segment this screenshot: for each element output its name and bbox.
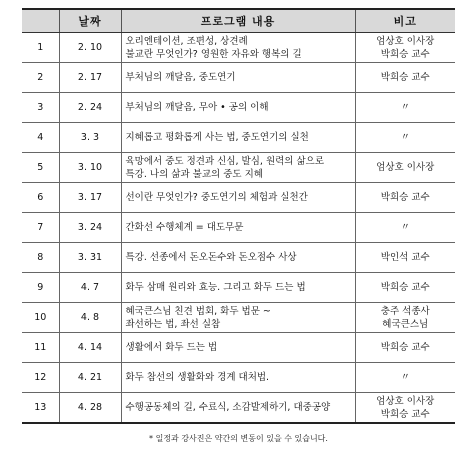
- program-line: 오리엔테이션, 조편성, 상견례: [125, 35, 248, 47]
- row-program: [121, 243, 355, 273]
- table-body: [22, 33, 455, 424]
- note-line: 박희승 교수: [380, 48, 430, 60]
- note-line: 〃: [400, 132, 410, 143]
- row-program: [121, 183, 355, 213]
- row-program: [121, 123, 355, 153]
- note-line: 혜국큰스님: [382, 318, 429, 330]
- program-line: 화두 삼매 원리와 효능. 그리고 화두 드는 법: [125, 282, 306, 293]
- note-line: 박희승 교수: [380, 72, 430, 83]
- row-program: [121, 153, 355, 183]
- row-number: 5: [22, 153, 59, 183]
- program-line: 화두 참선의 생활화와 경계 대처법.: [125, 372, 270, 383]
- table-row: [22, 153, 455, 183]
- note-line: 〃: [400, 372, 410, 383]
- row-number: 7: [22, 213, 59, 243]
- row-number: 4: [22, 123, 59, 153]
- row-note: [355, 333, 455, 363]
- row-number: 6: [22, 183, 59, 213]
- note-line: 박희승 교수: [380, 192, 430, 203]
- row-note: [355, 273, 455, 303]
- program-line: 특강. 나의 삶과 불교의 중도 지혜: [125, 168, 263, 180]
- note-line: 〃: [400, 102, 410, 113]
- note-line: 박희승 교수: [380, 408, 430, 420]
- row-program: [121, 363, 355, 393]
- header-program: 프로그램 내용: [121, 9, 355, 33]
- program-line: 육망에서 중도 정견과 신심, 발심, 원력의 삶으로: [125, 155, 325, 167]
- table-row: [22, 183, 455, 213]
- row-date: 3. 24: [59, 213, 121, 243]
- row-number: 13: [22, 393, 59, 424]
- table-header-row: [22, 9, 455, 33]
- row-number: 11: [22, 333, 59, 363]
- table-row: [22, 273, 455, 303]
- row-number: 1: [22, 33, 59, 63]
- note-line: 엄상호 이사장: [376, 35, 435, 47]
- program-line: 선이란 무엇인가? 중도연기의 체험과 실천간: [125, 192, 308, 203]
- row-program: [121, 273, 355, 303]
- row-date: 3. 31: [59, 243, 121, 273]
- row-note: [355, 123, 455, 153]
- note-line: 엄상호 이사장: [376, 395, 435, 407]
- table-row: [22, 393, 455, 424]
- program-line: 간화선 수행체계 = 대도무문: [125, 222, 244, 233]
- row-program: [121, 393, 355, 424]
- row-program: [121, 333, 355, 363]
- row-note: [355, 213, 455, 243]
- row-date: 4. 21: [59, 363, 121, 393]
- note-line: 박희승 교수: [380, 282, 430, 293]
- header-number: [22, 9, 59, 33]
- row-date: 4. 28: [59, 393, 121, 424]
- program-line: 좌선하는 법, 좌선 실참: [125, 318, 221, 330]
- row-note: [355, 33, 455, 63]
- program-line: 혜국큰스님 친견 법회, 화두 법문 ~: [125, 305, 271, 317]
- program-line: 불교란 무엇인가? 영원한 자유와 행복의 길: [125, 48, 302, 60]
- table-row: [22, 33, 455, 63]
- table-row: [22, 243, 455, 273]
- row-program: [121, 303, 355, 333]
- note-line: 충주 석종사: [380, 305, 430, 317]
- row-note: [355, 183, 455, 213]
- row-program: [121, 33, 355, 63]
- row-program: [121, 213, 355, 243]
- row-number: 2: [22, 63, 59, 93]
- row-date: 2. 17: [59, 63, 121, 93]
- row-number: 10: [22, 303, 59, 333]
- table-row: [22, 363, 455, 393]
- schedule-table: [22, 8, 455, 424]
- program-line: 지혜롭고 평화롭게 사는 법, 중도연기의 실천: [125, 132, 309, 143]
- row-number: 3: [22, 93, 59, 123]
- row-date: 4. 7: [59, 273, 121, 303]
- program-line: 수행공동체의 길, 수료식, 소감발제하기, 대중공양: [125, 402, 331, 413]
- row-date: 2. 10: [59, 33, 121, 63]
- table-row: [22, 123, 455, 153]
- program-line: 특강. 선종에서 돈오돈수와 돈오점수 사상: [125, 252, 297, 263]
- table-row: [22, 213, 455, 243]
- header-note: 비고: [355, 9, 455, 33]
- note-line: 박희승 교수: [380, 342, 430, 353]
- row-program: [121, 63, 355, 93]
- row-date: 4. 14: [59, 333, 121, 363]
- row-note: [355, 363, 455, 393]
- table-row: [22, 63, 455, 93]
- program-line: 부처님의 깨달음, 중도연기: [125, 72, 236, 83]
- row-number: 12: [22, 363, 59, 393]
- row-note: [355, 153, 455, 183]
- note-line: 〃: [400, 222, 410, 233]
- row-number: 8: [22, 243, 59, 273]
- note-line: 엄상호 이사장: [376, 162, 435, 173]
- row-date: 3. 10: [59, 153, 121, 183]
- table-row: [22, 333, 455, 363]
- row-program: [121, 93, 355, 123]
- row-date: 4. 8: [59, 303, 121, 333]
- row-date: 3. 3: [59, 123, 121, 153]
- row-note: [355, 303, 455, 333]
- row-note: [355, 93, 455, 123]
- row-note: [355, 243, 455, 273]
- row-note: [355, 393, 455, 424]
- row-date: 3. 17: [59, 183, 121, 213]
- row-date: 2. 24: [59, 93, 121, 123]
- row-number: 9: [22, 273, 59, 303]
- program-line: 부처님의 깨달음, 무아 • 공의 이해: [125, 102, 269, 113]
- schedule-wrapper: [22, 8, 455, 443]
- footnote: * 일정과 강사진은 약간의 변동이 있을 수 있습니다.: [149, 434, 328, 443]
- table-row: [22, 303, 455, 333]
- program-line: 생활에서 화두 드는 법: [125, 342, 218, 353]
- table-row: [22, 93, 455, 123]
- note-line: 박인석 교수: [380, 252, 430, 263]
- header-date: 날짜: [59, 9, 121, 33]
- row-note: [355, 63, 455, 93]
